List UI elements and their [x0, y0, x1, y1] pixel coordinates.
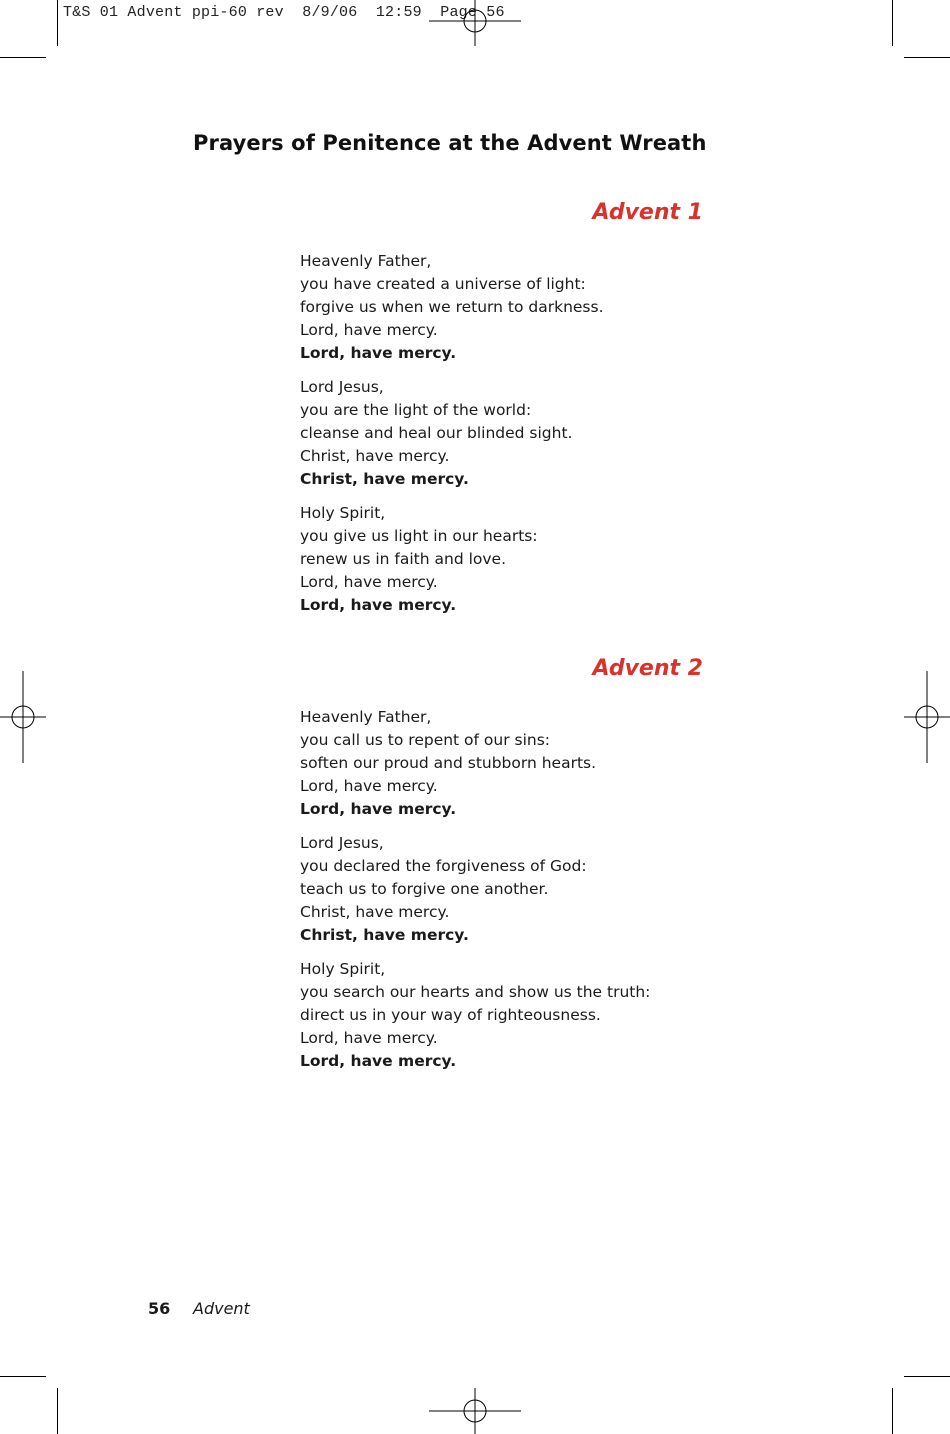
prayer-line: Lord, have mercy.: [300, 321, 438, 339]
prayer-block-advent-2: [300, 706, 720, 1084]
stanza: [300, 376, 720, 491]
crop-mark: [892, 0, 893, 46]
stanza: [300, 502, 720, 617]
stanza: [300, 250, 720, 365]
prayer-line: Lord, have mercy.: [300, 573, 438, 591]
congregation-response: Christ, have mercy.: [300, 926, 469, 944]
prayer-line: you call us to repent of our sins:: [300, 731, 551, 749]
crop-mark: [0, 1376, 46, 1377]
registration-mark-left: [0, 671, 46, 763]
prayer-line: Heavenly Father,: [300, 708, 432, 726]
prayer-line: you search our hearts and show us the truth:: [300, 983, 651, 1001]
prayer-line: Lord Jesus,: [300, 378, 384, 396]
registration-mark-bottom: [429, 1388, 521, 1434]
crop-mark: [904, 1376, 950, 1377]
prayer-line: you declared the forgiveness of God:: [300, 857, 587, 875]
section-heading-advent-2: Advent 2: [592, 656, 703, 681]
prayer-line: Heavenly Father,: [300, 252, 432, 270]
stanza: [300, 958, 720, 1073]
prayer-line: renew us in faith and love.: [300, 550, 507, 568]
prayer-line: Christ, have mercy.: [300, 903, 450, 921]
stanza: [300, 832, 720, 947]
congregation-response: Christ, have mercy.: [300, 470, 469, 488]
congregation-response: Lord, have mercy.: [300, 596, 457, 614]
crop-mark: [904, 57, 950, 58]
running-footer-section: Advent: [193, 1299, 250, 1318]
congregation-response: Lord, have mercy.: [300, 1052, 457, 1070]
page-title: Prayers of Penitence at the Advent Wreath: [193, 131, 707, 155]
prayer-line: forgive us when we return to darkness.: [300, 298, 604, 316]
prayer-line: Lord, have mercy.: [300, 777, 438, 795]
printer-slug: T&S 01 Advent ppi-60 rev 8/9/06 12:59 Page 56: [63, 4, 505, 21]
crop-mark: [57, 0, 58, 46]
prayer-block-advent-1: [300, 250, 720, 628]
page-number: 56: [148, 1299, 171, 1318]
prayer-line: teach us to forgive one another.: [300, 880, 549, 898]
registration-mark-top: [429, 0, 521, 46]
crop-mark: [57, 1388, 58, 1434]
congregation-response: Lord, have mercy.: [300, 800, 457, 818]
crop-mark: [892, 1388, 893, 1434]
prayer-line: Lord, have mercy.: [300, 1029, 438, 1047]
prayer-line: Christ, have mercy.: [300, 447, 450, 465]
prayer-line: soften our proud and stubborn hearts.: [300, 754, 597, 772]
prayer-line: Lord Jesus,: [300, 834, 384, 852]
prayer-line: direct us in your way of righteousness.: [300, 1006, 601, 1024]
prayer-line: you have created a universe of light:: [300, 275, 586, 293]
prayer-line: you are the light of the world:: [300, 401, 532, 419]
prayer-line: cleanse and heal our blinded sight.: [300, 424, 573, 442]
congregation-response: Lord, have mercy.: [300, 344, 457, 362]
stanza: [300, 706, 720, 821]
prayer-line: you give us light in our hearts:: [300, 527, 538, 545]
registration-mark-right: [904, 671, 950, 763]
crop-mark: [0, 57, 46, 58]
prayer-line: Holy Spirit,: [300, 960, 386, 978]
section-heading-advent-1: Advent 1: [592, 200, 703, 225]
prayer-line: Holy Spirit,: [300, 504, 386, 522]
